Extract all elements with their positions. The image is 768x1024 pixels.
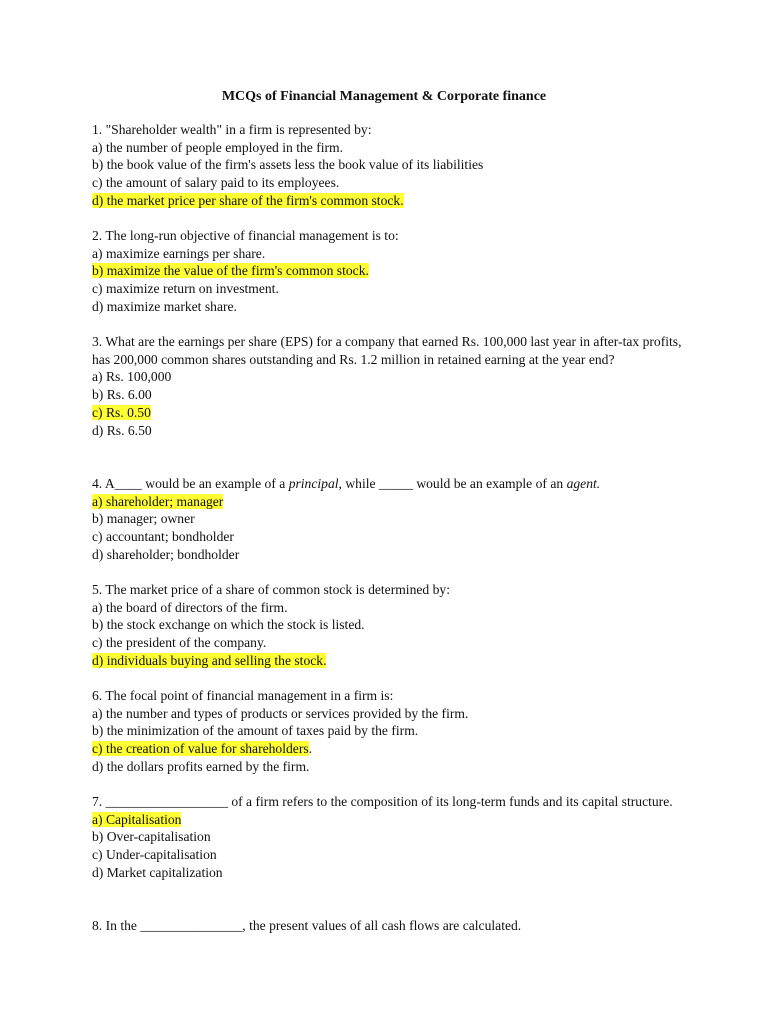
option-a: a) maximize earnings per share. xyxy=(92,245,266,261)
option-b: b) manager; owner xyxy=(92,511,195,527)
question-stem: 2. The long-run objective of financial management is to: xyxy=(92,228,399,243)
option-b: b) the minimization of the amount of taxes paid by the firm. xyxy=(92,723,419,739)
option-c-highlighted-answer: c) Rs. 0.50 xyxy=(92,404,151,420)
question-6 xyxy=(92,687,682,776)
option-d: d) Market capitalization xyxy=(92,864,223,880)
option-c: c) the amount of salary paid to its employees. xyxy=(92,175,340,191)
question-4 xyxy=(92,475,682,564)
question-stem: 1. "Shareholder wealth" in a firm is represented by: xyxy=(92,122,372,137)
option-d-highlighted-answer: d) the market price per share of the firm's common stock. xyxy=(92,192,404,208)
question-stem: 6. The focal point of financial management in a firm is: xyxy=(92,688,394,703)
option-a: a) the number of people employed in the firm. xyxy=(92,139,344,155)
option-c: c) accountant; bondholder xyxy=(92,529,234,545)
italic-agent: agent. xyxy=(566,476,601,491)
option-b: b) the stock exchange on which the stock is listed. xyxy=(92,617,365,633)
option-d: d) maximize market share. xyxy=(92,298,237,314)
question-stem: 3. What are the earnings per share (EPS) for a company that earned Rs. 100,000 last year in after-tax profits, has 200,000 common shares outstanding and Rs. 1.2 million in retained earning at the year end? xyxy=(92,334,682,367)
question-stem: 7. __________________ of a firm refers to the composition of its long-term funds and its capital structure. xyxy=(92,794,673,809)
option-a-highlighted-answer: a) shareholder; manager xyxy=(92,493,224,509)
option-d-highlighted-answer: d) individuals buying and selling the stock. xyxy=(92,652,327,668)
option-a: a) the board of directors of the firm. xyxy=(92,599,288,615)
question-stem: 4. A____ would be an example of a principal, while _____ would be an example of an agent. xyxy=(92,476,601,491)
option-a: a) the number and types of products or services provided by the firm. xyxy=(92,705,469,721)
question-5 xyxy=(92,581,682,670)
option-c: c) the president of the company. xyxy=(92,635,267,651)
document-title: MCQs of Financial Management & Corporate finance xyxy=(221,89,547,104)
question-1 xyxy=(92,121,682,210)
option-b-highlighted-answer: b) maximize the value of the firm's common stock. xyxy=(92,263,369,279)
question-3 xyxy=(92,333,682,439)
option-a-highlighted-answer: a) Capitalisation xyxy=(92,811,182,827)
question-stem: 5. The market price of a share of common stock is determined by: xyxy=(92,582,450,597)
question-stem: 8. In the _______________, the present values of all cash flows are calculated. xyxy=(92,918,522,933)
option-c: c) maximize return on investment. xyxy=(92,281,279,297)
option-c: c) Under-capitalisation xyxy=(92,847,217,863)
question-2 xyxy=(92,227,682,316)
question-8 xyxy=(92,917,682,935)
question-7 xyxy=(92,793,682,882)
option-b: b) the book value of the firm's assets less the book value of its liabilities xyxy=(92,157,484,173)
option-a: a) Rs. 100,000 xyxy=(92,369,172,385)
option-d: d) shareholder; bondholder xyxy=(92,546,240,562)
option-b: b) Rs. 6.00 xyxy=(92,387,152,403)
option-d: d) Rs. 6.50 xyxy=(92,422,152,438)
italic-principal: principal, xyxy=(288,476,342,491)
option-c-suffix: . xyxy=(308,741,313,757)
option-c-highlighted-answer: c) the creation of value for shareholders xyxy=(92,741,309,757)
option-b: b) Over-capitalisation xyxy=(92,829,211,845)
option-d: d) the dollars profits earned by the firm. xyxy=(92,758,310,774)
